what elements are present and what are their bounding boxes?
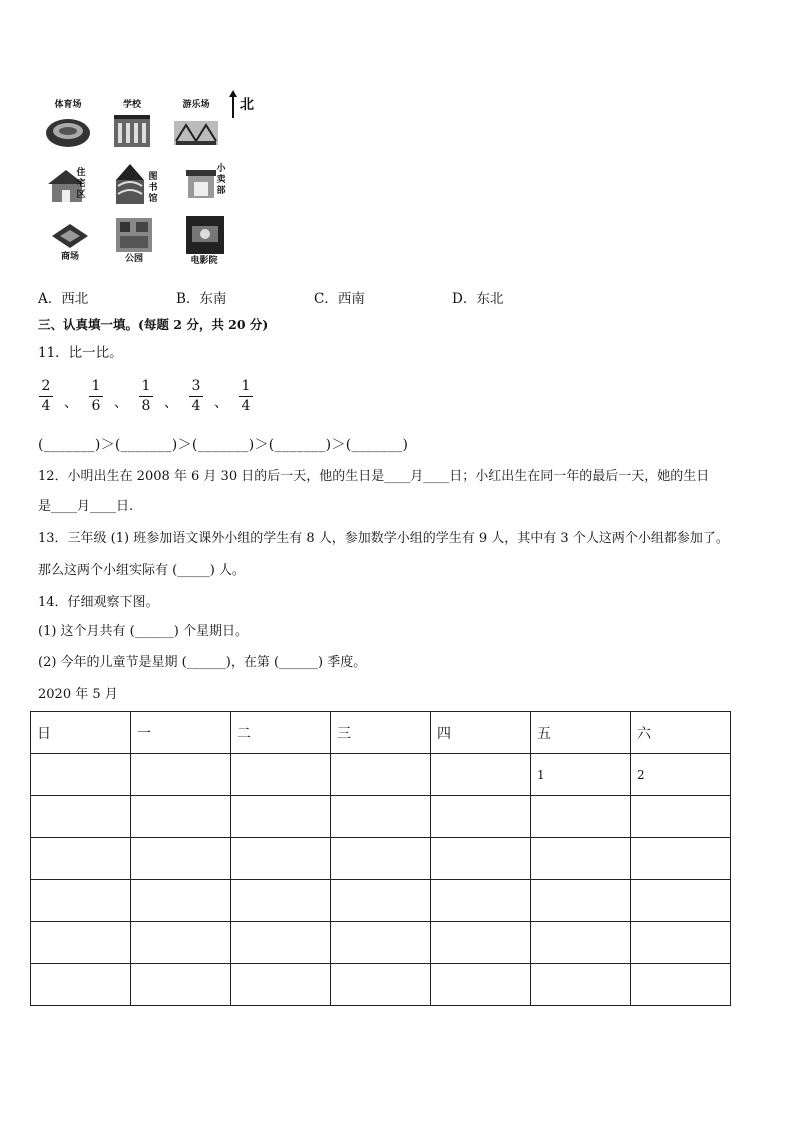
calendar-cell[interactable] [431,796,531,838]
label-char: 小 [216,164,226,174]
calendar-cell[interactable] [131,964,231,1006]
calendar-cell[interactable] [31,796,131,838]
question-14-title: 14．仔细观察下图。 [38,595,159,610]
separator: 、 [64,395,78,411]
denominator: 4 [241,398,251,414]
label-char: 住 [76,168,86,178]
numerator: 1 [141,378,151,394]
calendar-cell [131,754,231,796]
label-char: 区 [76,190,86,200]
map-place-cinema [178,216,230,267]
place-label: 商场 [60,252,79,262]
fraction [88,378,104,415]
fraction-bar [39,396,53,397]
calendar-cell[interactable] [531,796,631,838]
label-char: 书 [148,183,158,193]
calendar-cell: 1 [531,754,631,796]
place-label: 学校 [122,100,141,110]
calendar-cell[interactable] [231,838,331,880]
calendar-cell[interactable] [531,838,631,880]
calendar-cell[interactable] [631,964,731,1006]
fraction-bar [139,396,153,397]
weekday-header: 四 [431,712,531,754]
calendar-cell[interactable] [231,922,331,964]
library-label [148,172,158,205]
cinema-icon [182,216,226,256]
calendar-cell[interactable] [431,838,531,880]
question-14-sub2: (2) 今年的儿童节是星期 (______)，在第 (______) 季度。 [38,655,367,670]
calendar-cell[interactable] [531,922,631,964]
calendar-cell[interactable] [331,796,431,838]
calendar-cell[interactable] [631,880,731,922]
map-place-stadium [42,100,94,149]
section-title: 三、认真填一填。(每题 2 分，共 20 分) [38,317,269,332]
fraction [238,378,254,415]
denominator: 6 [91,398,101,414]
calendar-cell[interactable] [331,838,431,880]
weekday-header: 一 [131,712,231,754]
question-11: 11．比一比。 [38,345,123,361]
calendar-cell: 2 [631,754,731,796]
question-13-line2: 那么这两个小组实际有 (_____) 人。 [38,563,245,578]
place-label: 体育场 [54,100,82,110]
calendar-cell[interactable] [131,880,231,922]
calendar-cell [431,754,531,796]
numerator: 1 [241,378,251,394]
shop-label [216,164,226,197]
map-place-library [106,160,158,208]
map-place-shop [176,164,228,204]
numerator: 1 [91,378,101,394]
weekday-header: 日 [31,712,131,754]
weekday-header: 三 [331,712,431,754]
calendar-cell[interactable] [431,964,531,1006]
denominator: 4 [41,398,51,414]
option-b: B．东南 [176,291,227,307]
calendar-cell[interactable] [631,922,731,964]
numerator: 2 [41,378,51,394]
question-13-line1: 13．三年级 (1) 班参加语文课外小组的学生有 8 人，参加数学小组的学生有 9 人，其中有 3 个人这两个小组都参加了。 [38,531,729,546]
calendar-week-row [31,796,731,838]
calendar-cell[interactable] [131,922,231,964]
playground-icon [172,111,220,149]
separator: 、 [114,395,128,411]
map-place-school [106,100,158,149]
calendar-cell[interactable] [231,796,331,838]
calendar-week-row [31,838,731,880]
calendar-cell[interactable] [31,838,131,880]
fraction-bar [189,396,203,397]
map-place-residence [42,162,94,206]
calendar-week-row [31,964,731,1006]
weekday-header: 六 [631,712,731,754]
school-icon [108,111,156,149]
mall-icon [48,220,92,252]
fraction-bar [89,396,103,397]
place-label: 游乐场 [182,100,210,110]
calendar-cell [231,754,331,796]
option-c: C．西南 [314,291,365,307]
stadium-icon [44,111,92,149]
separator: 、 [164,395,178,411]
numerator: 3 [191,378,201,394]
north-arrow-icon [228,90,238,120]
calendar-cell [331,754,431,796]
label-char: 宅 [76,179,86,189]
residence-label [76,168,86,201]
fraction-bar [239,396,253,397]
question-12-line2: 是____月____日. [38,499,134,514]
fraction [38,378,54,415]
place-label: 电影院 [190,256,218,266]
calendar-cell [31,754,131,796]
calendar-cell[interactable] [31,964,131,1006]
denominator: 4 [191,398,201,414]
weekday-header: 五 [531,712,631,754]
calendar-cell[interactable] [431,922,531,964]
north-label: 北 [240,97,254,113]
calendar-cell[interactable] [31,880,131,922]
question-14-sub1: (1) 这个月共有 (______) 个星期日。 [38,624,248,639]
separator: 、 [214,395,228,411]
label-char: 馆 [148,194,158,204]
label-char: 部 [216,186,226,196]
calendar-caption: 2020 年 5 月 [38,687,118,702]
park-icon [112,216,156,254]
weekday-header: 二 [231,712,331,754]
fraction [138,378,154,415]
calendar-cell[interactable] [331,880,431,922]
calendar-cell[interactable] [131,796,231,838]
label-char: 图 [148,172,158,182]
fraction [188,378,204,415]
calendar-week-row [31,922,731,964]
calendar-cell[interactable] [631,838,731,880]
calendar-cell[interactable] [331,922,431,964]
calendar-cell[interactable] [131,838,231,880]
calendar-cell[interactable] [531,964,631,1006]
comparison-blanks[interactable]: (_______)＞(_______)＞(_______)＞(_______)＞(_______) [38,437,409,453]
option-a: A．西北 [38,291,89,307]
calendar-cell[interactable] [631,796,731,838]
calendar-cell[interactable] [231,964,331,1006]
label-char: 卖 [216,175,226,185]
calendar-week-row [31,754,731,796]
place-label: 公园 [124,254,143,264]
map-place-park [108,216,160,265]
calendar-header-row [31,712,731,754]
calendar-cell[interactable] [431,880,531,922]
calendar-cell[interactable] [531,880,631,922]
map-place-playground [170,100,222,149]
calendar-cell[interactable] [231,880,331,922]
calendar-cell[interactable] [331,964,431,1006]
denominator: 8 [141,398,151,414]
calendar-cell[interactable] [31,922,131,964]
calendar-table [30,711,731,1006]
calendar-week-row [31,880,731,922]
map-place-mall [44,220,96,263]
question-12-line1: 12．小明出生在 2008 年 6 月 30 日的后一天，他的生日是____月____日；小红出生在同一年的最后一天，她的生日 [38,469,710,484]
option-d: D．东北 [452,291,504,307]
